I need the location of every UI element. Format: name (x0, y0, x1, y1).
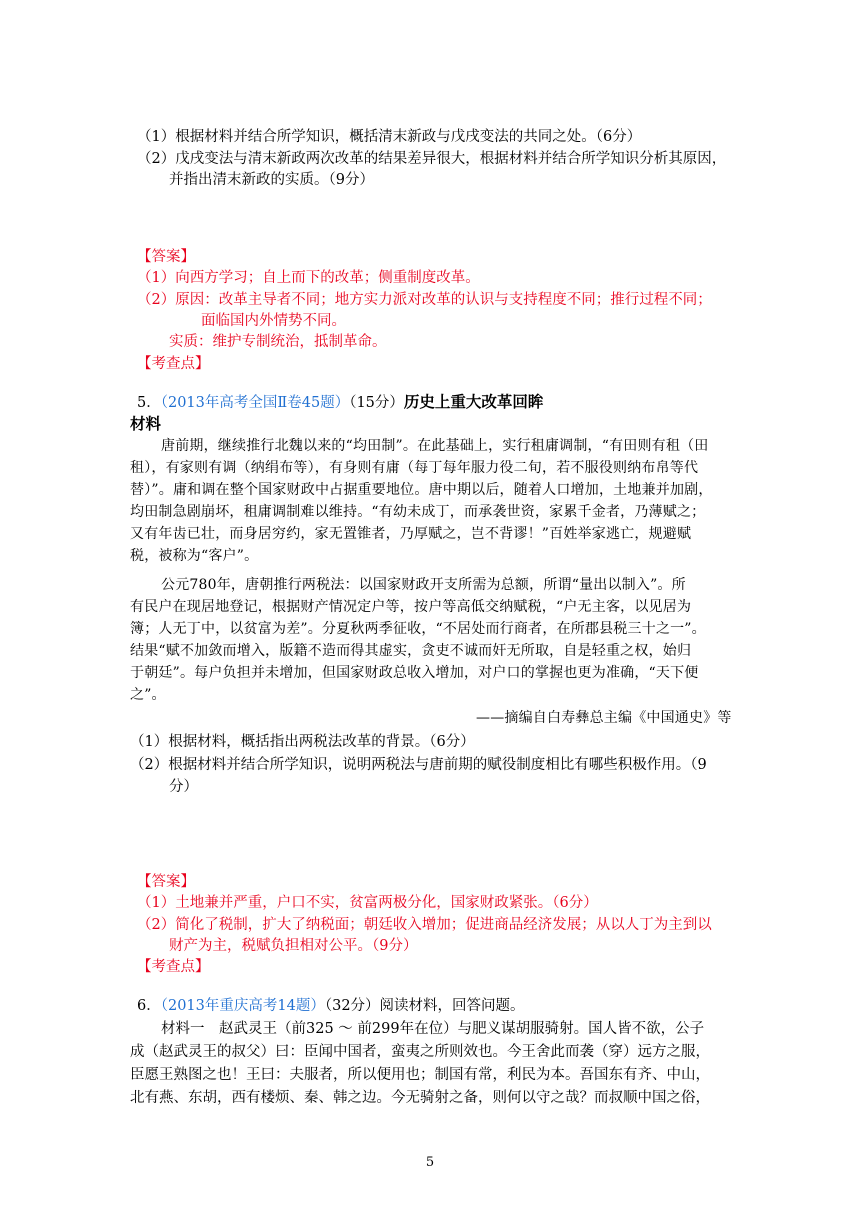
q5-answer-1: （1）土地兼并严重，户口不实，贫富两极分化，国家财政紧张。（6分） (137, 895, 598, 911)
q5-answer-2: （2）简化了税制，扩大了纳税面；朝廷收入增加；促进商品经济发展；从以人丁为主到以 (137, 917, 712, 933)
q4-answer-essence: 实质：维护专制统治，抵制革命。 (169, 334, 387, 350)
q6-material-line: 臣愿王熟图之也！王曰：夫服者，所以便用也；制国有常，利民为本。吾国东有齐、中山， (130, 1067, 710, 1083)
q6-intro: （32分）阅读材料，回答问题。 (324, 998, 525, 1014)
q5-header (137, 392, 543, 413)
q5-material-line: 簿；人无丁中，以贫富为差”。分夏秋两季征收，“不居处而行商者，在所郡县税三十之一”。 (130, 621, 706, 637)
q4-answer-1: （1）向西方学习；自上而下的改革；侧重制度改革。 (137, 270, 480, 286)
q6-material-line: 北有燕、东胡，西有楼烦、秦、韩之边。今无骑射之备，则何以守之哉？而叔顺中国之俗， (130, 1090, 710, 1106)
q5-material-line: 又有年齿已壮，而身居穷约，家无置锥者，乃厚赋之，岂不背谬！”百姓举家逃亡，规避赋 (130, 526, 692, 542)
q5-material-line: 结果“赋不加敛而增入，版籍不造而得其虚实，贪吏不诚而奸无所取，自是轻重之权，始归 (130, 643, 692, 659)
q5-material-line: 唐前期，继续推行北魏以来的“均田制”。在此基础上，实行租庸调制，“有田则有租（田 (161, 438, 709, 454)
q5-material-line: 公元780年，唐朝推行两税法：以国家财政开支所需为总额，所谓“量出以制入”。所 (161, 577, 686, 593)
q5-source: （2013年高考全国Ⅱ卷45题） (160, 395, 350, 411)
q5-material-line: 于朝廷”。每户负担并未增加，但国家财政总收入增加，对户口的掌握也更为准确，“天下便 (130, 665, 699, 681)
q4-subquestion-2-cont: 并指出清末新政的实质。（9分） (169, 172, 374, 188)
q5-subquestion-2-cont: 分） (169, 779, 198, 795)
q4-subquestion-1: （1）根据材料并结合所学知识，概括清末新政与戊戌变法的共同之处。（6分） (137, 129, 642, 145)
q6-source: （2013年重庆高考14题） (160, 998, 325, 1014)
q5-citation: ——摘编自白寿彝总主编《中国通史》等 (476, 710, 732, 726)
q5-points: （15分） (349, 395, 404, 411)
q4-kaodian-label: 【考查点】 (137, 356, 210, 372)
q4-answer-label: 【答案】 (137, 249, 195, 265)
q6-number: 6． (137, 998, 161, 1014)
q5-material-label: 材料 (130, 415, 162, 433)
page-number: 5 (425, 1155, 435, 1170)
q4-answer-2-cont: 面临国内外情势不同。 (201, 313, 346, 329)
q5-answer-2-cont: 财产为主，税赋负担相对公平。（9分） (169, 938, 418, 954)
q5-title: 历史上重大改革回眸 (403, 393, 544, 411)
q5-material-line: 均田制急剧崩坏，租庸调制难以维持。“有幼未成丁，而承袭世资，家累千金者，乃薄赋之； (130, 504, 706, 520)
q5-material-line: 税，被称为“客户”。 (130, 548, 259, 564)
q5-material-line: 之”。 (130, 687, 166, 703)
q5-material-line: 租），有家则有调（纳绢布等），有身则有庸（每丁每年服力役二旬，若不服役则纳布帛等代 (130, 460, 699, 476)
q6-material-line: 成（赵武灵王的叔父）曰：臣闻中国者，蛮夷之所则效也。今王舍此而袭（穿）远方之服， (130, 1044, 710, 1060)
q5-subquestion-2: （2）根据材料并结合所学知识，说明两税法与唐前期的赋役制度相比有哪些积极作用。（9 (130, 757, 707, 773)
q4-answer-2: （2）原因：改革主导者不同；地方实力派对改革的认识与支持程度不同；推行过程不同； (137, 292, 712, 308)
q5-subquestion-1: （1）根据材料，概括指出两税法改革的背景。（6分） (130, 734, 475, 750)
q5-kaodian-label: 【考查点】 (137, 959, 210, 975)
q5-material-line: 有民户在现居地登记，根据财产情况定户等，按户等高低交纳赋税，“户无主客，以见居为 (130, 599, 692, 615)
q5-number: 5． (137, 395, 161, 411)
q6-header (137, 996, 525, 1016)
q5-material-line: 替）”。庸和调在整个国家财政中占据重要地位。唐中期以后，随着人口增加，土地兼并加剧， (130, 482, 713, 498)
q5-answer-label: 【答案】 (137, 874, 195, 890)
q4-subquestion-2: （2）戊戌变法与清末新政两次改革的结果差异很大，根据材料并结合所学知识分析其原因， (137, 151, 727, 167)
q6-material-line: 材料一 赵武灵王（前325 ～ 前299年在位）与肥义谋胡服骑射。国人皆不欲，公子 (161, 1021, 705, 1037)
